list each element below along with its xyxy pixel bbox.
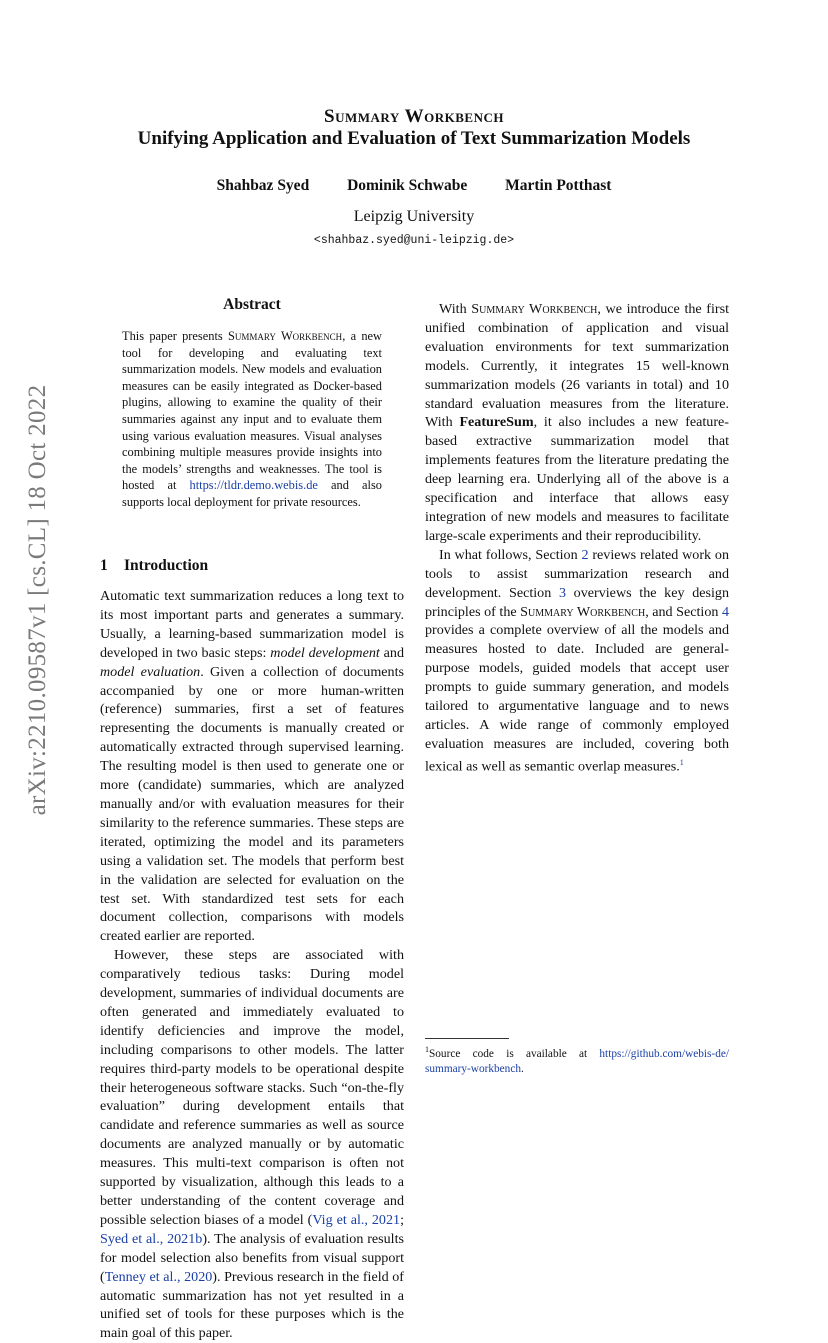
source-code-link[interactable]: https://github.com/webis-de/ summary-workbench xyxy=(425,1047,729,1076)
footnote-divider xyxy=(425,1038,509,1039)
affiliation: Leipzig University xyxy=(353,208,475,225)
paragraph: In what follows, Section 2 reviews related work on tools to assist summarization research and development. Section 3 overviews the key design principles of the Summary Workbench, and Section 4 provides a complete overview of all the models and measures hosted to date. Included are general-purpose models, guided models that accept user prompts to guide summary generation, and models tailored to argumentative language and to news articles. A wide range of commonly employed evaluation measures are included, covering both lexical as well as semantic overlap measures.$^1$ xyxy=(425,546,730,775)
citation-link[interactable]: Vig et al., 2021 xyxy=(312,1211,401,1228)
citation-link[interactable]: Syed et al., 2021b xyxy=(100,1230,203,1247)
footnote: $^1$Source code is available at https://github.com/webis-de/ summary-workbench. xyxy=(425,1045,729,1076)
paper-title-line2: Unifying Application and Evaluation of Text Summarization Models xyxy=(137,128,691,149)
section-ref-link[interactable]: 3 xyxy=(558,584,566,601)
citation-link[interactable]: Tenney et al., 2020 xyxy=(104,1268,213,1285)
left-column-body xyxy=(100,587,404,1343)
paragraph: Automatic text summarization reduces a long text to its most important parts and generates a summary. Usually, a learning-based summarization model is developed in two basic steps: model development and model evaluation. Given a collection of documents accompanied by one or more human-written (reference) summaries, first a set of features representing the documents is manually created or automatically extracted through supervised learning. The resulting model is then used to generate one or more (candidate) summaries, which are analyzed manually and/or with evaluation measures for their similarity to the reference summaries. These steps are iterated, optimizing the model and its parameters using a validation set. The models that perform best in the validation are selected for evaluation on the test set. With standardized test sets for each document collection, comparisons with models created earlier are reported. xyxy=(100,588,405,945)
paragraph: However, these steps are associated with comparatively tedious tasks: During model development, summaries of individual documents are often generated and immediately evaluated to identify deficiencies and improve the model, including comparisons to other models. The latter requires third-party models to be operational despite their heterogeneous software stacks. Such “on-the-fly evaluation” during development entails that candidate and reference summaries as well as source documents are analyzed manually or by automatic measures. This multi-text comparison is often not supported by visualization, although this leads to a better understanding of the content coverage and possible selection biases of a model (Vig et al., 2021; Syed et al., 2021b). The analysis of evaluation results for model selection also benefits from visual support (Tenney et al., 2020). Previous research in the field of automatic summarization has not yet resulted in a unified set of tools for these purposes which is the main goal of this paper. xyxy=(100,947,404,1342)
section-ref-link[interactable]: 2 xyxy=(581,546,589,563)
paper-title-line1: Summary Workbench xyxy=(324,106,504,127)
author-name: Martin Potthast xyxy=(505,177,612,194)
footnote-marker[interactable]: 1 xyxy=(679,757,684,767)
author-email: <shahbaz.syed@uni-leipzig.de> xyxy=(313,234,515,247)
abstract-heading: Abstract xyxy=(223,296,281,313)
section-heading: 1 Introduction xyxy=(100,557,209,574)
paragraph: With Summary Workbench, we introduce the first unified combination of application and visual evaluation environments for text summarization models. Currently, it integrates 15 well-known summarization models (26 variants in total) and 10 standard evaluation measures from the literature. With FeatureSum, it also includes a new feature-based extractive summarization model that implements features from the literature predating the deep learning era. Underlying all of the above is a specification and interface that allows easy integration of new models and measures to facilitate large-scale experiments and their reproducibility. xyxy=(425,301,730,544)
arxiv-identifier: arXiv:2210.09587v1 [cs.CL] 18 Oct 2022 xyxy=(24,384,51,816)
author-name: Dominik Schwabe xyxy=(347,177,468,194)
author-name: Shahbaz Syed xyxy=(216,177,310,194)
tool-url-link[interactable]: https://tldr.demo.webis.de xyxy=(189,478,318,493)
right-column-body xyxy=(425,300,729,776)
section-ref-link[interactable]: 4 xyxy=(721,603,730,620)
abstract-text: This paper presents Summary Workbench, a new tool for developing and evaluating text summarization models. New models and evaluation measures can be easily integrated as Docker-based plugins, allowing to examine the quality of their summaries against any input and to evaluate them using various evaluation measures. Visual analyses combining multiple measures provide insights into the models’ strengths and weaknesses. The tool is hosted at https://tldr.demo.webis.de and also supports local deployment for private resources. xyxy=(122,329,382,509)
author-list xyxy=(100,177,728,195)
